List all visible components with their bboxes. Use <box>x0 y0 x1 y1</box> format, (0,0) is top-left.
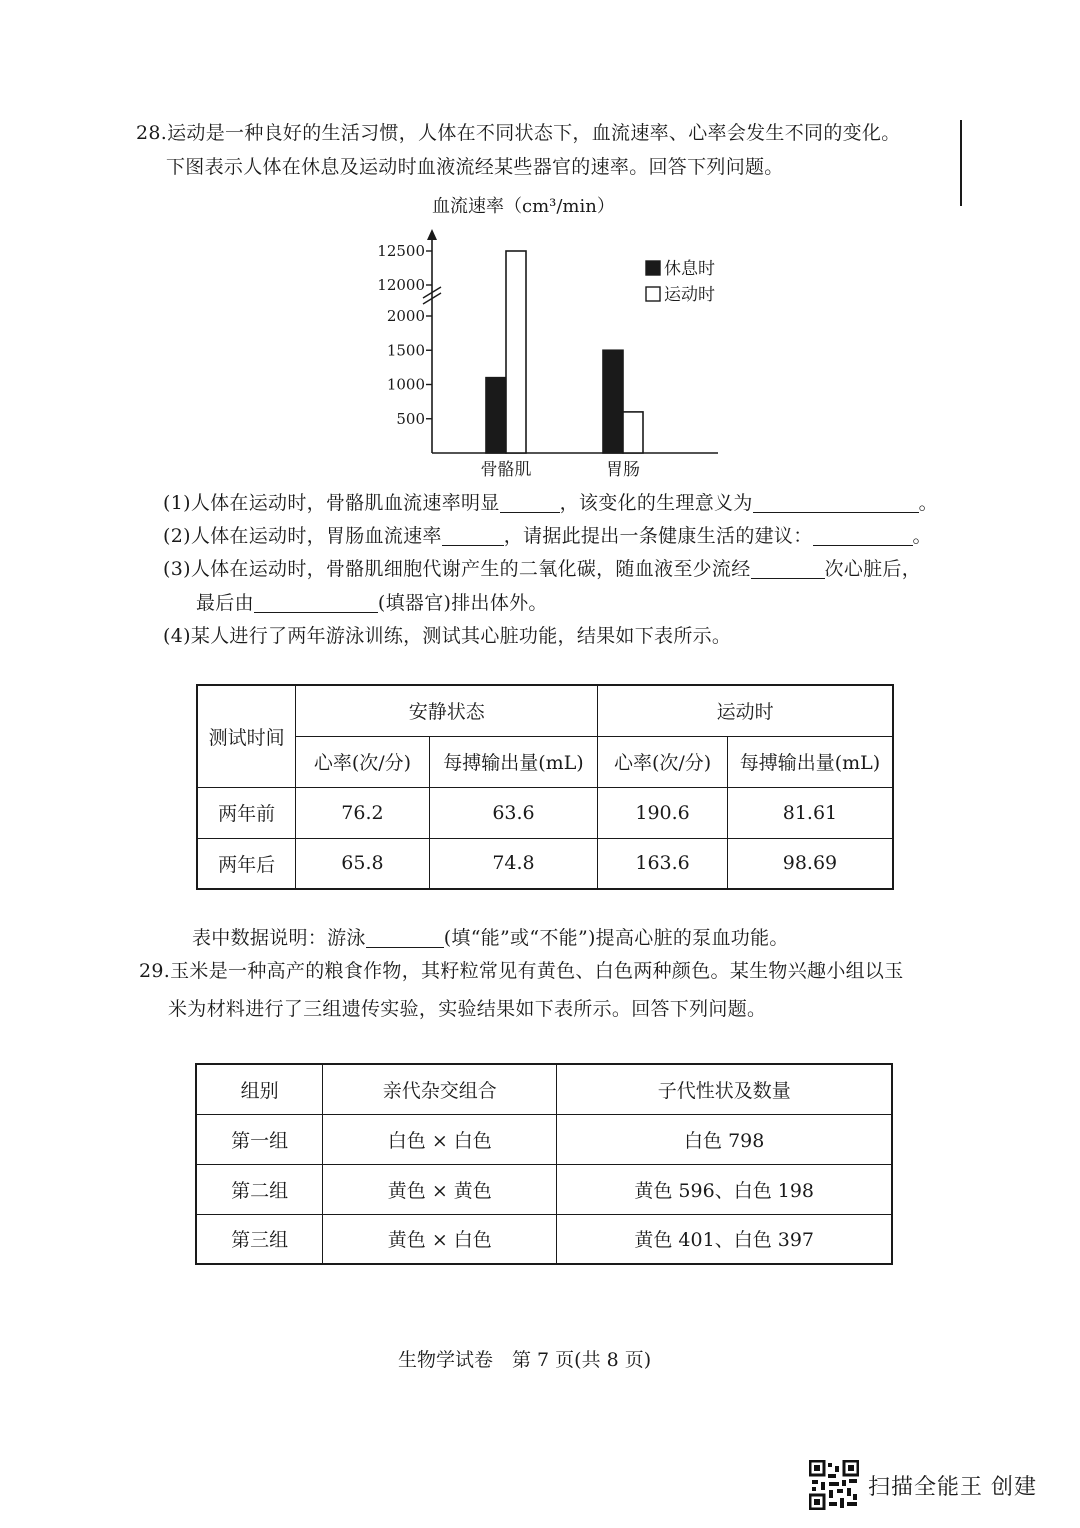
table-row <box>197 787 893 838</box>
table-row <box>196 1214 892 1264</box>
header-rest-hr: 心率(次/分) <box>296 736 430 787</box>
q28-sub3 <box>163 556 921 582</box>
heart-function-table <box>196 684 894 890</box>
y-tick-label: 2000 <box>386 307 425 325</box>
q29-intro-line1: 29.玉米是一种高产的粮食作物，其籽粒常见有黄色、白色两种颜色。某生物兴趣小组以玉 <box>139 960 904 982</box>
cell-cross: 黄色 × 白色 <box>323 1214 557 1264</box>
y-tick-label: 12000 <box>377 276 425 294</box>
row-label: 两年后 <box>197 838 296 889</box>
page-footer: 生物学试卷 第 7 页(共 8 页) <box>398 1349 652 1371</box>
q28-sub2-text-a: (2)人体在运动时，胃肠血流速率 <box>163 525 442 547</box>
legend-label-0: 休息时 <box>664 259 715 279</box>
cell-rest-hr: 76.2 <box>296 787 430 838</box>
cell-ex-sv: 98.69 <box>727 838 893 889</box>
header-exercise: 运动时 <box>598 685 893 736</box>
cell-rest-sv: 63.6 <box>429 787 597 838</box>
table-row <box>196 1114 892 1164</box>
cell-group: 第一组 <box>196 1114 323 1164</box>
cell-ex-hr: 163.6 <box>598 838 728 889</box>
header-rest-sv: 每搏输出量(mL) <box>429 736 597 787</box>
q28-sub1 <box>163 490 938 516</box>
q28-sub4: (4)某人进行了两年游泳训练，测试其心脏功能，结果如下表所示。 <box>163 625 732 647</box>
bar-exercise-1 <box>623 412 643 453</box>
y-axis-arrow <box>427 229 437 240</box>
qr-code-icon <box>809 1460 859 1510</box>
bar-rest-0 <box>486 378 506 453</box>
q28-sub2 <box>163 523 932 549</box>
q28-note-text-b: (填“能”或“不能”)提高心脏的泵血功能。 <box>443 927 789 949</box>
header-parent-cross: 亲代杂交组合 <box>323 1064 557 1114</box>
cell-group: 第三组 <box>196 1214 323 1264</box>
q28-sub3-blank2[interactable] <box>254 592 378 613</box>
q28-sub2-text-c: 。 <box>912 525 932 547</box>
q29-intro-line2: 米为材料进行了三组遗传实验，实验结果如下表所示。回答下列问题。 <box>168 998 767 1020</box>
category-label: 骨骼肌 <box>480 460 532 480</box>
q28-sub2-blank1[interactable] <box>442 525 504 546</box>
q28-sub1-text-c: 。 <box>918 492 938 514</box>
category-label: 胃肠 <box>606 460 640 480</box>
q28-sub3-text-d: (填器官)排出体外。 <box>377 592 548 614</box>
blood-flow-chart <box>370 225 750 485</box>
cell-offspring: 白色 798 <box>557 1114 892 1164</box>
header-test-time: 测试时间 <box>197 685 296 787</box>
q28-intro-line2: 下图表示人体在休息及运动时血液流经某些器官的速率。回答下列问题。 <box>166 156 784 178</box>
scanner-watermark: 扫描全能王 创建 <box>868 1475 1037 1500</box>
header-ex-hr: 心率(次/分) <box>598 736 728 787</box>
legend-label-1: 运动时 <box>664 285 715 305</box>
q28-sub2-blank2[interactable] <box>813 525 913 546</box>
chart-title: 血流速率（cm³/min） <box>432 196 615 217</box>
table-row <box>197 838 893 889</box>
cell-offspring: 黄色 596、白色 198 <box>557 1164 892 1214</box>
y-tick-label: 500 <box>396 409 425 428</box>
cell-ex-sv: 81.61 <box>727 787 893 838</box>
cell-offspring: 黄色 401、白色 397 <box>557 1214 892 1264</box>
header-rest-state: 安静状态 <box>296 685 598 736</box>
y-tick-label: 1500 <box>386 341 425 360</box>
q28-sub1-text-a: (1)人体在运动时，骨骼肌血流速率明显 <box>163 492 500 514</box>
header-offspring: 子代性状及数量 <box>557 1064 892 1114</box>
legend-swatch-1 <box>646 287 660 301</box>
q28-sub1-blank2[interactable] <box>753 492 919 513</box>
corn-genetics-table <box>195 1063 893 1265</box>
header-ex-sv: 每搏输出量(mL) <box>727 736 893 787</box>
margin-rule <box>960 120 962 206</box>
q28-note-blank[interactable] <box>366 927 444 948</box>
y-tick-label: 1000 <box>386 375 425 394</box>
q28-sub3-text-b: 次心脏后， <box>824 558 922 580</box>
q28-table-note <box>192 925 789 951</box>
q28-sub3-text-c: 最后由 <box>196 592 254 614</box>
cell-ex-hr: 190.6 <box>598 787 728 838</box>
q28-sub1-blank1[interactable] <box>500 492 560 513</box>
q28-sub2-text-b: ，请据此提出一条健康生活的建议： <box>503 525 813 547</box>
q28-sub3-cont <box>196 590 548 616</box>
q28-sub3-blank1[interactable] <box>751 558 825 579</box>
cell-cross: 黄色 × 黄色 <box>323 1164 557 1214</box>
q28-sub1-text-b: ，该变化的生理意义为 <box>559 492 753 514</box>
cell-rest-hr: 65.8 <box>296 838 430 889</box>
cell-rest-sv: 74.8 <box>429 838 597 889</box>
y-tick-label: 12500 <box>377 242 425 260</box>
cell-cross: 白色 × 白色 <box>323 1114 557 1164</box>
cell-group: 第二组 <box>196 1164 323 1214</box>
q28-intro-line1: 28.运动是一种良好的生活习惯，人体在不同状态下，血流速率、心率会发生不同的变化。 <box>136 122 901 144</box>
legend-swatch-0 <box>646 261 660 275</box>
row-label: 两年前 <box>197 787 296 838</box>
q28-note-text-a: 表中数据说明：游泳 <box>192 927 366 949</box>
q28-sub3-text-a: (3)人体在运动时，骨骼肌细胞代谢产生的二氧化碳，随血液至少流经 <box>163 558 751 580</box>
bar-rest-1 <box>603 350 623 453</box>
table-row <box>196 1164 892 1214</box>
bar-exercise-0 <box>506 251 526 453</box>
header-group: 组别 <box>196 1064 323 1114</box>
